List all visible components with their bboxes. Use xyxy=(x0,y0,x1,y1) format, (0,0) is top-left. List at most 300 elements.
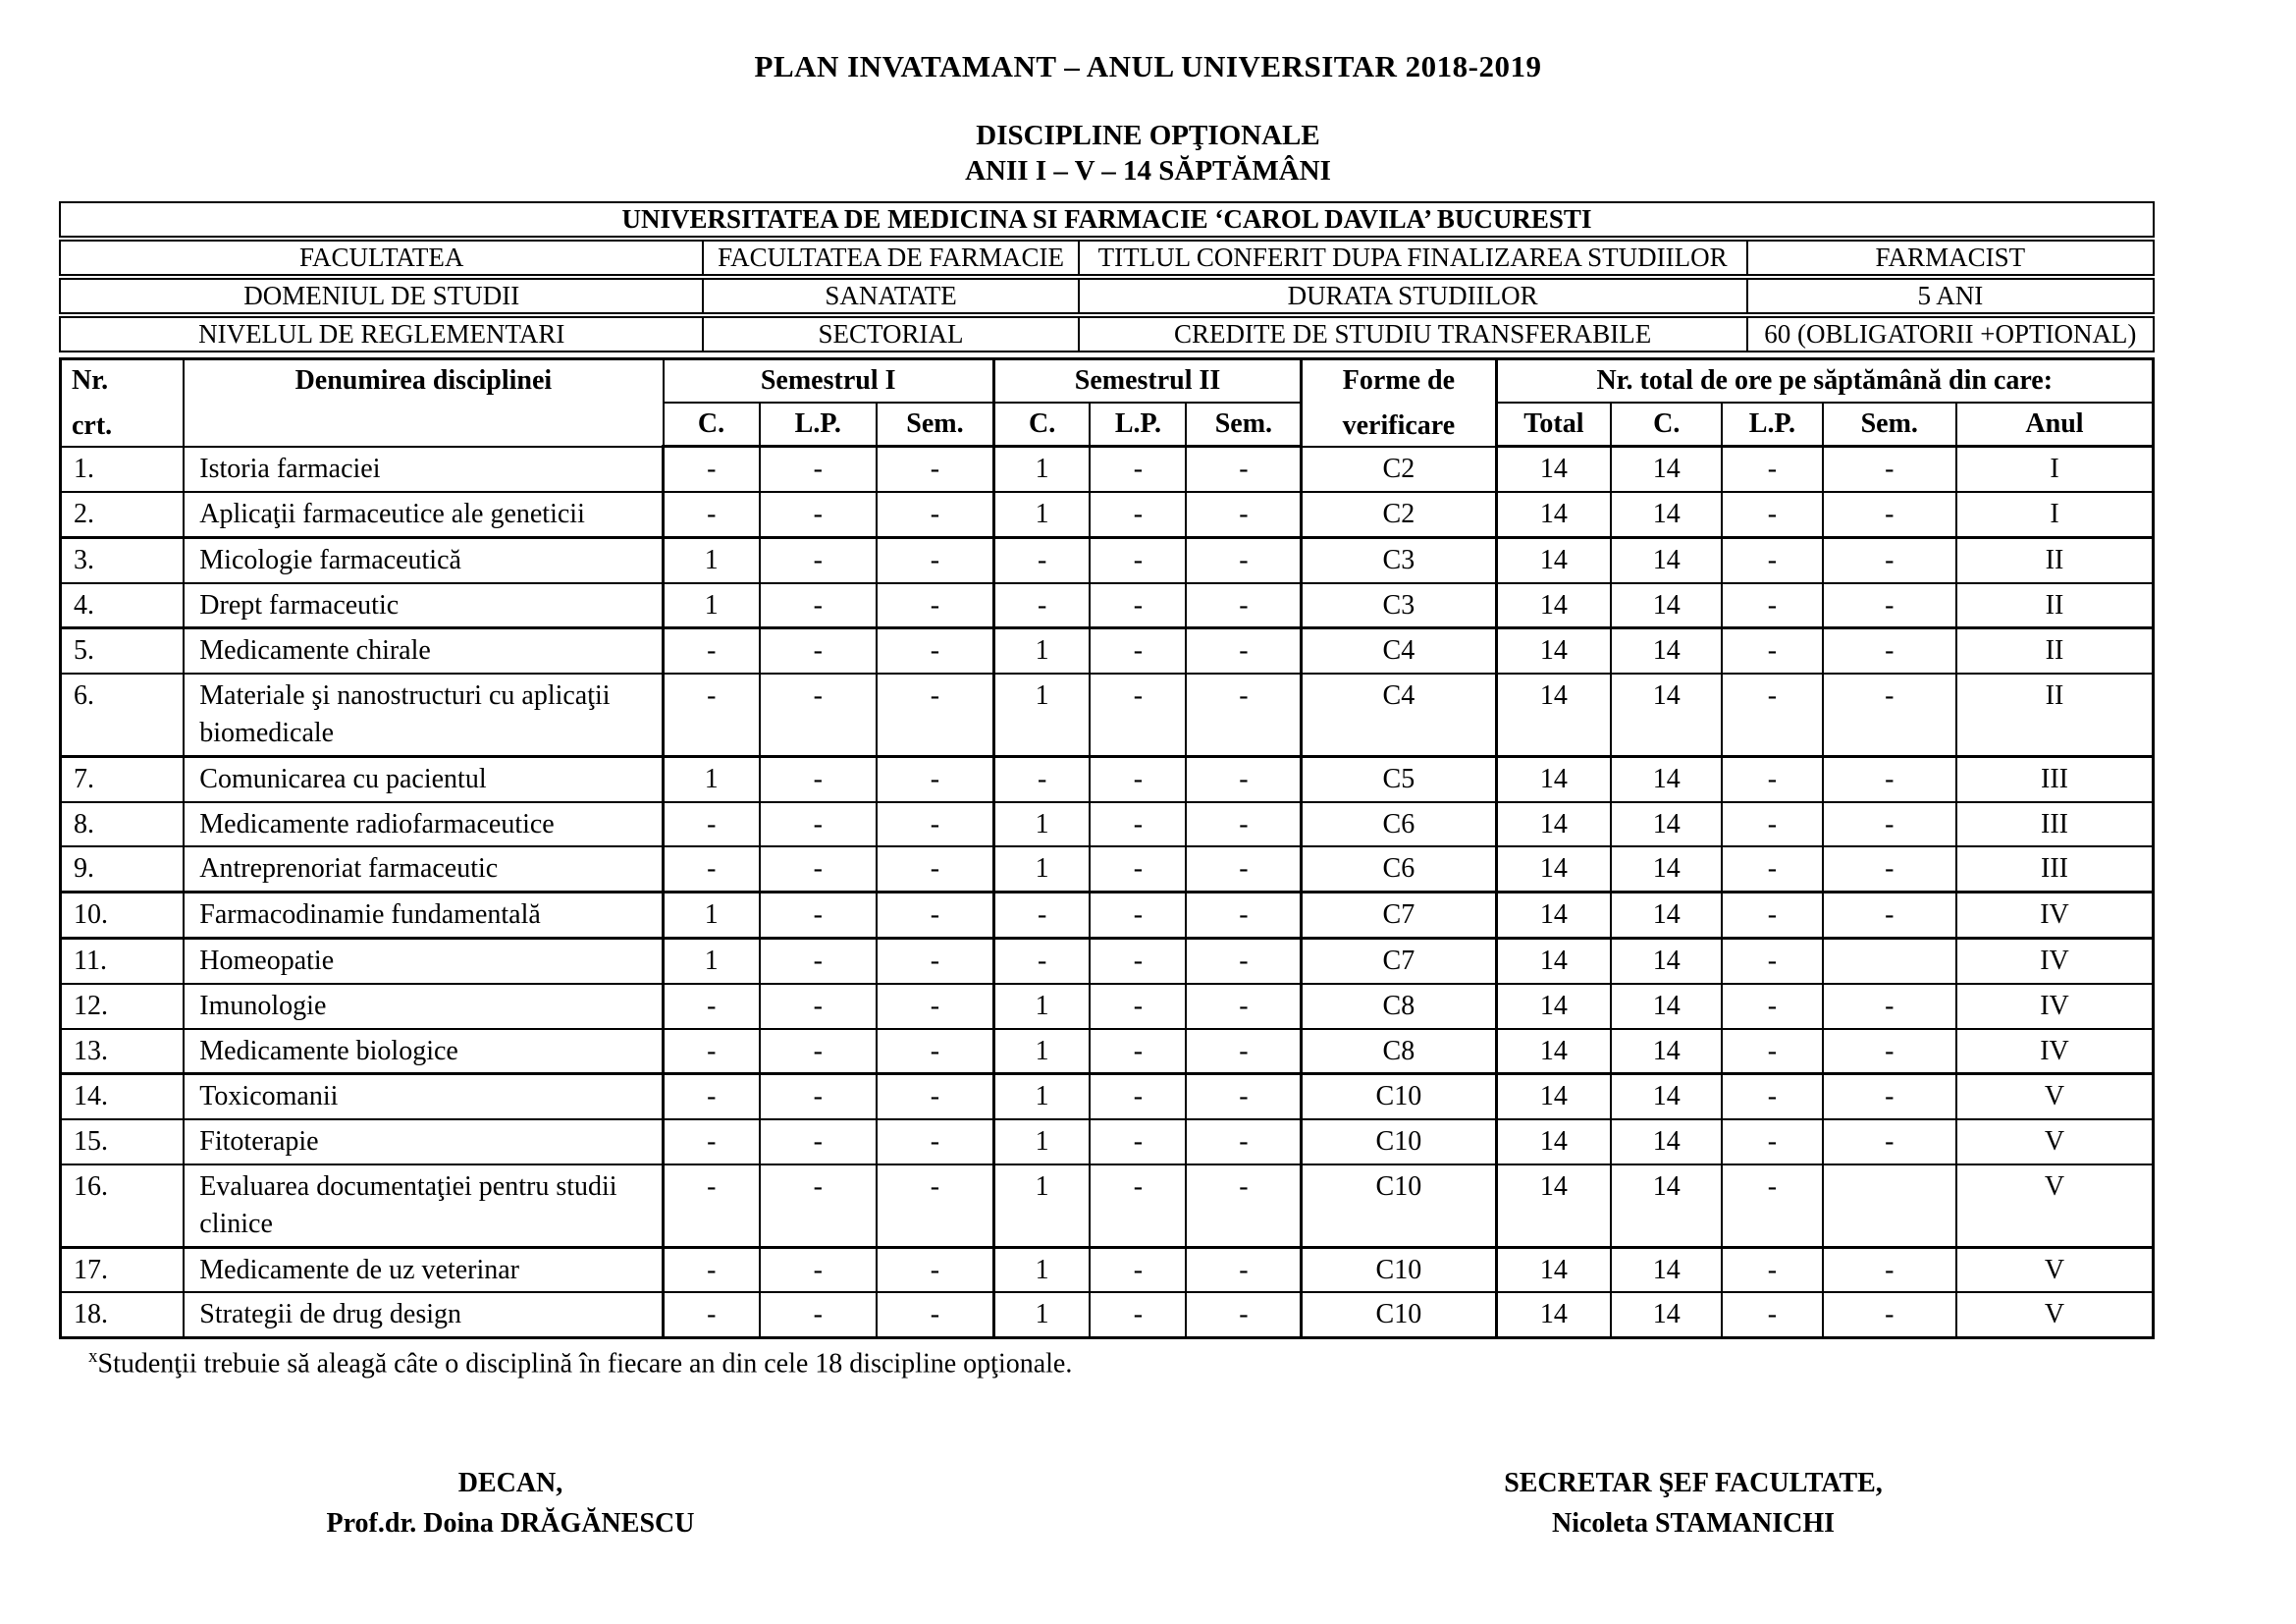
cell-sem2-sem: - xyxy=(1186,1292,1301,1337)
cell-sem1-c: - xyxy=(664,674,760,756)
cell-anul: III xyxy=(1956,756,2154,801)
signature-dean xyxy=(182,1464,839,1543)
label-facultatea: FACULTATEA xyxy=(59,240,702,276)
cell-sem1-c: - xyxy=(664,846,760,892)
cell-total-sem: - xyxy=(1823,583,1956,628)
cell-sem1-lp: - xyxy=(760,1292,877,1337)
table-row xyxy=(61,984,2154,1029)
cell-denumire: Fitoterapie xyxy=(184,1119,663,1164)
cell-total: 14 xyxy=(1496,984,1611,1029)
cell-forme-verificare: C2 xyxy=(1302,492,1496,537)
university-name: UNIVERSITATEA DE MEDICINA SI FARMACIE ‘CAROL DAVILA’ BUCURESTI xyxy=(59,201,2155,238)
cell-total-lp: - xyxy=(1722,1119,1822,1164)
cell-anul: V xyxy=(1956,1292,2154,1337)
cell-denumire: Medicamente de uz veterinar xyxy=(184,1247,663,1292)
cell-nr: 3. xyxy=(61,537,185,582)
cell-sem1-sem: - xyxy=(877,1164,993,1247)
cell-nr: 18. xyxy=(61,1292,185,1337)
cell-sem2-c: 1 xyxy=(993,492,1090,537)
cell-sem2-c: 1 xyxy=(993,1292,1090,1337)
cell-denumire: Farmacodinamie fundamentală xyxy=(184,893,663,939)
cell-total-c: 14 xyxy=(1611,537,1722,582)
cell-forme-verificare: C8 xyxy=(1302,984,1496,1029)
cell-total-sem: - xyxy=(1823,628,1956,674)
cell-anul: I xyxy=(1956,447,2154,492)
cell-forme-verificare: C7 xyxy=(1302,893,1496,939)
cell-sem2-sem: - xyxy=(1186,802,1301,847)
cell-sem1-sem: - xyxy=(877,1119,993,1164)
cell-forme-verificare: C5 xyxy=(1302,756,1496,801)
cell-denumire: Aplicaţii farmaceutice ale geneticii xyxy=(184,492,663,537)
cell-total-c: 14 xyxy=(1611,1074,1722,1119)
cell-sem1-sem: - xyxy=(877,583,993,628)
cell-sem2-c: 1 xyxy=(993,1074,1090,1119)
cell-total-lp: - xyxy=(1722,938,1822,983)
cell-denumire: Medicamente radiofarmaceutice xyxy=(184,802,663,847)
cell-denumire: Strategii de drug design xyxy=(184,1292,663,1337)
col-header-total-sem: Sem. xyxy=(1823,403,1956,447)
table-row xyxy=(61,846,2154,892)
cell-sem1-c: - xyxy=(664,447,760,492)
cell-sem2-sem: - xyxy=(1186,1164,1301,1247)
cell-sem1-c: - xyxy=(664,802,760,847)
cell-total-c: 14 xyxy=(1611,1292,1722,1337)
col-header-total: Total xyxy=(1496,403,1611,447)
cell-total-c: 14 xyxy=(1611,1119,1722,1164)
cell-sem2-c: 1 xyxy=(993,628,1090,674)
cell-denumire: Homeopatie xyxy=(184,938,663,983)
cell-sem2-lp: - xyxy=(1090,1292,1186,1337)
cell-forme-verificare: C10 xyxy=(1302,1164,1496,1247)
cell-anul: II xyxy=(1956,583,2154,628)
cell-nr: 2. xyxy=(61,492,185,537)
subtitle-anii: ANII I – V – 14 SĂPTĂMÂNI xyxy=(965,155,1331,188)
col-header-anul: Anul xyxy=(1956,403,2154,447)
cell-sem1-c: 1 xyxy=(664,537,760,582)
cell-nr: 6. xyxy=(61,674,185,756)
cell-sem1-lp: - xyxy=(760,893,877,939)
value-durata: 5 ANI xyxy=(1746,278,2155,314)
col-header-semestrul-1: Semestrul I xyxy=(664,358,994,403)
cell-sem2-sem: - xyxy=(1186,583,1301,628)
cell-denumire: Antreprenoriat farmaceutic xyxy=(184,846,663,892)
cell-sem2-lp: - xyxy=(1090,447,1186,492)
cell-nr: 1. xyxy=(61,447,185,492)
cell-sem2-c: - xyxy=(993,938,1090,983)
cell-sem2-c: 1 xyxy=(993,846,1090,892)
cell-nr: 11. xyxy=(61,938,185,983)
tables-container xyxy=(59,199,2155,1340)
cell-total-c: 14 xyxy=(1611,1247,1722,1292)
cell-total: 14 xyxy=(1496,1074,1611,1119)
cell-total-lp: - xyxy=(1722,1247,1822,1292)
table-row xyxy=(61,1074,2154,1119)
cell-total: 14 xyxy=(1496,447,1611,492)
cell-sem1-lp: - xyxy=(760,1029,877,1074)
cell-denumire: Istoria farmaciei xyxy=(184,447,663,492)
cell-total: 14 xyxy=(1496,1292,1611,1337)
cell-sem1-c: - xyxy=(664,1247,760,1292)
cell-forme-verificare: C7 xyxy=(1302,938,1496,983)
cell-sem2-c: - xyxy=(993,537,1090,582)
cell-total-sem: - xyxy=(1823,1029,1956,1074)
cell-sem2-lp: - xyxy=(1090,1164,1186,1247)
signature-secretary xyxy=(1310,1464,2076,1543)
label-durata: DURATA STUDIILOR xyxy=(1078,278,1746,314)
signature-secretary-role: SECRETAR ŞEF FACULTATE, xyxy=(1504,1468,1883,1499)
cell-sem1-sem: - xyxy=(877,1292,993,1337)
cell-total-lp: - xyxy=(1722,674,1822,756)
table-row xyxy=(61,893,2154,939)
cell-sem2-c: 1 xyxy=(993,674,1090,756)
cell-total: 14 xyxy=(1496,537,1611,582)
cell-forme-verificare: C2 xyxy=(1302,447,1496,492)
cell-total: 14 xyxy=(1496,1119,1611,1164)
cell-total-lp: - xyxy=(1722,1029,1822,1074)
info-row-facultatea xyxy=(59,240,2155,276)
footnote xyxy=(88,1346,2296,1380)
cell-sem1-sem: - xyxy=(877,674,993,756)
info-row-nivelul xyxy=(59,316,2155,352)
cell-sem1-sem: - xyxy=(877,846,993,892)
cell-anul: III xyxy=(1956,846,2154,892)
cell-total-c: 14 xyxy=(1611,984,1722,1029)
cell-sem2-lp: - xyxy=(1090,938,1186,983)
cell-sem1-c: - xyxy=(664,492,760,537)
cell-nr: 8. xyxy=(61,802,185,847)
table-row xyxy=(61,1119,2154,1164)
info-table xyxy=(59,199,2155,354)
col-header-forme-verificare: Forme de verificare xyxy=(1302,358,1496,447)
cell-sem2-lp: - xyxy=(1090,1029,1186,1074)
cell-total: 14 xyxy=(1496,756,1611,801)
cell-nr: 17. xyxy=(61,1247,185,1292)
cell-sem2-lp: - xyxy=(1090,1247,1186,1292)
cell-total-c: 14 xyxy=(1611,893,1722,939)
col-header-sem1-lp: L.P. xyxy=(760,403,877,447)
cell-forme-verificare: C10 xyxy=(1302,1074,1496,1119)
cell-total: 14 xyxy=(1496,1164,1611,1247)
cell-sem2-lp: - xyxy=(1090,674,1186,756)
cell-sem2-sem: - xyxy=(1186,893,1301,939)
cell-sem1-sem: - xyxy=(877,628,993,674)
cell-forme-verificare: C6 xyxy=(1302,846,1496,892)
table-row xyxy=(61,1029,2154,1074)
cell-sem2-lp: - xyxy=(1090,492,1186,537)
cell-anul: IV xyxy=(1956,938,2154,983)
cell-sem2-c: - xyxy=(993,583,1090,628)
cell-total: 14 xyxy=(1496,628,1611,674)
cell-sem2-lp: - xyxy=(1090,537,1186,582)
cell-sem1-c: 1 xyxy=(664,893,760,939)
table-row xyxy=(61,447,2154,492)
cell-sem1-sem: - xyxy=(877,492,993,537)
cell-sem2-c: 1 xyxy=(993,1119,1090,1164)
cell-total-c: 14 xyxy=(1611,674,1722,756)
page-title: PLAN INVATAMANT – ANUL UNIVERSITAR 2018-2019 xyxy=(754,49,1542,83)
cell-total-c: 14 xyxy=(1611,938,1722,983)
cell-sem2-sem: - xyxy=(1186,938,1301,983)
cell-forme-verificare: C6 xyxy=(1302,802,1496,847)
cell-sem2-lp: - xyxy=(1090,984,1186,1029)
cell-sem2-sem: - xyxy=(1186,984,1301,1029)
cell-forme-verificare: C8 xyxy=(1302,1029,1496,1074)
cell-sem1-c: - xyxy=(664,1119,760,1164)
cell-forme-verificare: C3 xyxy=(1302,583,1496,628)
col-header-sem2-lp: L.P. xyxy=(1090,403,1186,447)
subtitle-discipline: DISCIPLINE OPŢIONALE xyxy=(976,120,1320,151)
col-header-total-lp: L.P. xyxy=(1722,403,1822,447)
curriculum-table-header xyxy=(61,358,2154,447)
cell-nr: 5. xyxy=(61,628,185,674)
cell-sem1-lp: - xyxy=(760,846,877,892)
cell-sem2-lp: - xyxy=(1090,1119,1186,1164)
cell-forme-verificare: C10 xyxy=(1302,1119,1496,1164)
cell-total: 14 xyxy=(1496,1247,1611,1292)
cell-nr: 15. xyxy=(61,1119,185,1164)
cell-sem1-c: - xyxy=(664,1029,760,1074)
cell-sem1-sem: - xyxy=(877,756,993,801)
cell-total: 14 xyxy=(1496,802,1611,847)
cell-total-lp: - xyxy=(1722,583,1822,628)
cell-sem2-c: 1 xyxy=(993,447,1090,492)
cell-total-c: 14 xyxy=(1611,447,1722,492)
cell-total-lp: - xyxy=(1722,802,1822,847)
cell-anul: V xyxy=(1956,1074,2154,1119)
signature-secretary-name: Nicoleta STAMANICHI xyxy=(1551,1508,1835,1540)
cell-sem2-c: 1 xyxy=(993,1247,1090,1292)
cell-total-sem: - xyxy=(1823,492,1956,537)
table-row xyxy=(61,802,2154,847)
cell-sem1-c: - xyxy=(664,984,760,1029)
cell-anul: V xyxy=(1956,1164,2154,1247)
value-domeniul: SANATATE xyxy=(702,278,1077,314)
cell-total-sem xyxy=(1823,1164,1956,1247)
col-header-nr-crt: Nr. crt. xyxy=(61,358,185,447)
cell-sem1-c: 1 xyxy=(664,938,760,983)
cell-total: 14 xyxy=(1496,674,1611,756)
table-row xyxy=(61,492,2154,537)
cell-sem1-lp: - xyxy=(760,938,877,983)
col-header-total-c: C. xyxy=(1611,403,1722,447)
cell-nr: 10. xyxy=(61,893,185,939)
table-row xyxy=(61,1292,2154,1337)
info-row-university xyxy=(59,201,2155,238)
cell-sem1-sem: - xyxy=(877,938,993,983)
cell-total-lp: - xyxy=(1722,846,1822,892)
cell-denumire: Evaluarea documentaţiei pentru studii clinice xyxy=(184,1164,663,1247)
cell-total-c: 14 xyxy=(1611,802,1722,847)
cell-total-sem xyxy=(1823,938,1956,983)
cell-forme-verificare: C10 xyxy=(1302,1247,1496,1292)
signature-dean-name: Prof.dr. Doina DRĂGĂNESCU xyxy=(326,1508,695,1540)
cell-sem1-sem: - xyxy=(877,984,993,1029)
curriculum-table xyxy=(59,357,2155,1339)
cell-sem1-c: - xyxy=(664,1164,760,1247)
col-header-semestrul-2: Semestrul II xyxy=(993,358,1301,403)
cell-total-c: 14 xyxy=(1611,1029,1722,1074)
footnote-superscript: x xyxy=(88,1346,98,1368)
cell-sem2-sem: - xyxy=(1186,537,1301,582)
cell-sem2-c: 1 xyxy=(993,802,1090,847)
cell-sem2-sem: - xyxy=(1186,1074,1301,1119)
cell-anul: II xyxy=(1956,674,2154,756)
cell-total-c: 14 xyxy=(1611,583,1722,628)
table-row xyxy=(61,674,2154,756)
cell-total-sem: - xyxy=(1823,537,1956,582)
cell-nr: 13. xyxy=(61,1029,185,1074)
cell-total-sem: - xyxy=(1823,1292,1956,1337)
cell-sem1-sem: - xyxy=(877,537,993,582)
value-facultatea: FACULTATEA DE FARMACIE xyxy=(702,240,1077,276)
cell-sem2-sem: - xyxy=(1186,674,1301,756)
cell-sem2-lp: - xyxy=(1090,1074,1186,1119)
table-row xyxy=(61,537,2154,582)
info-row-domeniul xyxy=(59,278,2155,314)
cell-total-lp: - xyxy=(1722,893,1822,939)
cell-anul: V xyxy=(1956,1247,2154,1292)
cell-total-sem: - xyxy=(1823,802,1956,847)
cell-total-sem: - xyxy=(1823,893,1956,939)
cell-denumire: Toxicomanii xyxy=(184,1074,663,1119)
cell-sem1-lp: - xyxy=(760,447,877,492)
value-titlul-conferit: FARMACIST xyxy=(1746,240,2155,276)
cell-forme-verificare: C10 xyxy=(1302,1292,1496,1337)
label-titlul-conferit: TITLUL CONFERIT DUPA FINALIZAREA STUDIILOR xyxy=(1078,240,1746,276)
table-row xyxy=(61,756,2154,801)
cell-anul: V xyxy=(1956,1119,2154,1164)
cell-total-c: 14 xyxy=(1611,492,1722,537)
label-credite: CREDITE DE STUDIU TRANSFERABILE xyxy=(1078,316,1746,352)
cell-total-sem: - xyxy=(1823,756,1956,801)
cell-total-c: 14 xyxy=(1611,756,1722,801)
cell-sem1-sem: - xyxy=(877,893,993,939)
cell-anul: IV xyxy=(1956,893,2154,939)
cell-denumire: Drept farmaceutic xyxy=(184,583,663,628)
cell-total-lp: - xyxy=(1722,756,1822,801)
cell-total-sem: - xyxy=(1823,1074,1956,1119)
cell-sem1-lp: - xyxy=(760,1119,877,1164)
col-header-sem2-sem: Sem. xyxy=(1186,403,1301,447)
label-domeniul: DOMENIUL DE STUDII xyxy=(59,278,702,314)
cell-sem1-lp: - xyxy=(760,984,877,1029)
cell-denumire: Comunicarea cu pacientul xyxy=(184,756,663,801)
cell-total-lp: - xyxy=(1722,1164,1822,1247)
cell-anul: III xyxy=(1956,802,2154,847)
cell-sem1-sem: - xyxy=(877,1074,993,1119)
col-header-sem1-c: C. xyxy=(664,403,760,447)
cell-sem2-sem: - xyxy=(1186,1029,1301,1074)
cell-sem1-c: - xyxy=(664,1292,760,1337)
cell-sem2-sem: - xyxy=(1186,1247,1301,1292)
cell-sem1-lp: - xyxy=(760,583,877,628)
cell-nr: 4. xyxy=(61,583,185,628)
cell-sem1-sem: - xyxy=(877,1029,993,1074)
cell-denumire: Medicamente chirale xyxy=(184,628,663,674)
cell-total-sem: - xyxy=(1823,846,1956,892)
signature-dean-role: DECAN, xyxy=(457,1468,563,1499)
footnote-text: Studenţii trebuie să aleagă câte o disciplină în fiecare an din cele 18 discipline opţionale. xyxy=(97,1348,1073,1380)
cell-total-sem: - xyxy=(1823,674,1956,756)
cell-sem1-c: 1 xyxy=(664,756,760,801)
cell-nr: 14. xyxy=(61,1074,185,1119)
col-header-sem1-sem: Sem. xyxy=(877,403,993,447)
cell-sem2-lp: - xyxy=(1090,628,1186,674)
cell-sem2-c: - xyxy=(993,893,1090,939)
subtitle-block xyxy=(0,118,2296,189)
cell-anul: IV xyxy=(1956,984,2154,1029)
cell-total-lp: - xyxy=(1722,1074,1822,1119)
cell-sem1-c: 1 xyxy=(664,583,760,628)
cell-sem2-lp: - xyxy=(1090,846,1186,892)
cell-total-sem: - xyxy=(1823,1247,1956,1292)
value-nivelul: SECTORIAL xyxy=(702,316,1077,352)
cell-denumire: Micologie farmaceutică xyxy=(184,537,663,582)
cell-total-sem: - xyxy=(1823,984,1956,1029)
cell-sem2-lp: - xyxy=(1090,756,1186,801)
cell-nr: 16. xyxy=(61,1164,185,1247)
cell-sem1-lp: - xyxy=(760,674,877,756)
cell-sem1-c: - xyxy=(664,1074,760,1119)
cell-total: 14 xyxy=(1496,1029,1611,1074)
table-row xyxy=(61,583,2154,628)
cell-sem2-sem: - xyxy=(1186,846,1301,892)
cell-total-lp: - xyxy=(1722,628,1822,674)
cell-sem2-lp: - xyxy=(1090,583,1186,628)
cell-nr: 12. xyxy=(61,984,185,1029)
cell-sem2-sem: - xyxy=(1186,492,1301,537)
value-credite: 60 (OBLIGATORII +OPTIONAL) xyxy=(1746,316,2155,352)
cell-total: 14 xyxy=(1496,938,1611,983)
cell-denumire: Materiale şi nanostructuri cu aplicaţii biomedicale xyxy=(184,674,663,756)
cell-total: 14 xyxy=(1496,492,1611,537)
cell-sem2-sem: - xyxy=(1186,628,1301,674)
col-header-total-ore: Nr. total de ore pe săptămână din care: xyxy=(1496,358,2154,403)
cell-sem1-lp: - xyxy=(760,628,877,674)
cell-sem2-lp: - xyxy=(1090,802,1186,847)
cell-nr: 9. xyxy=(61,846,185,892)
cell-sem1-lp: - xyxy=(760,802,877,847)
cell-sem2-c: 1 xyxy=(993,984,1090,1029)
cell-total-lp: - xyxy=(1722,1292,1822,1337)
label-nivelul: NIVELUL DE REGLEMENTARI xyxy=(59,316,702,352)
cell-sem1-sem: - xyxy=(877,802,993,847)
cell-sem2-c: - xyxy=(993,756,1090,801)
cell-total-c: 14 xyxy=(1611,1164,1722,1247)
cell-sem2-c: 1 xyxy=(993,1029,1090,1074)
cell-sem2-sem: - xyxy=(1186,756,1301,801)
cell-anul: II xyxy=(1956,628,2154,674)
cell-forme-verificare: C3 xyxy=(1302,537,1496,582)
cell-sem1-sem: - xyxy=(877,1247,993,1292)
table-row xyxy=(61,628,2154,674)
signatures-block xyxy=(0,1464,2296,1592)
cell-total-lp: - xyxy=(1722,492,1822,537)
cell-total-c: 14 xyxy=(1611,846,1722,892)
cell-anul: IV xyxy=(1956,1029,2154,1074)
cell-total-sem: - xyxy=(1823,1119,1956,1164)
cell-total-c: 14 xyxy=(1611,628,1722,674)
cell-forme-verificare: C4 xyxy=(1302,628,1496,674)
cell-sem2-c: 1 xyxy=(993,1164,1090,1247)
col-header-denumire: Denumirea disciplinei xyxy=(184,358,663,447)
cell-sem1-c: - xyxy=(664,628,760,674)
cell-sem1-lp: - xyxy=(760,537,877,582)
cell-sem2-sem: - xyxy=(1186,1119,1301,1164)
cell-sem1-sem: - xyxy=(877,447,993,492)
header-row-groups xyxy=(61,358,2154,403)
cell-nr: 7. xyxy=(61,756,185,801)
